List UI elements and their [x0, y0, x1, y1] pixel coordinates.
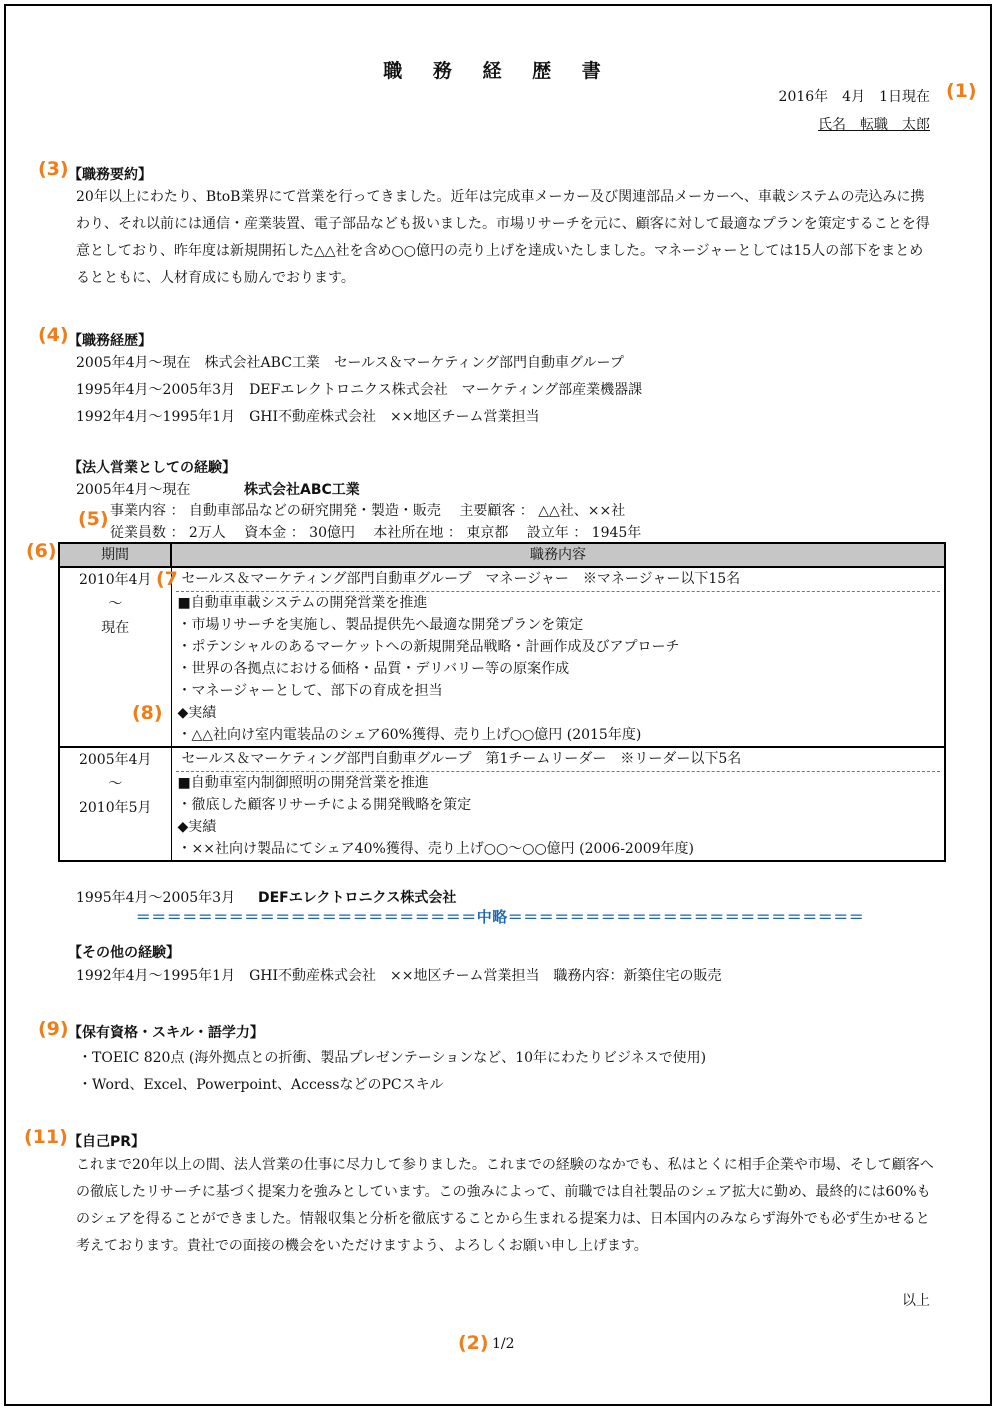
table-header-row	[59, 543, 945, 567]
duty-cell	[171, 747, 945, 861]
duty-cell	[171, 567, 945, 747]
list-item: ・市場リサーチを実施し、製品提供先へ最適な開発プランを策定	[177, 617, 584, 633]
duty-role: セールス＆マーケティング部門自動車グループ 第1チームリーダー ※リーダー以下5名	[176, 748, 941, 772]
other-heading: 【その他の経験】	[68, 945, 180, 961]
marker-7: (7	[156, 568, 178, 590]
list-item: ◆実績	[177, 819, 217, 835]
duty-details	[176, 772, 941, 860]
company-info-business: 事業内容 ： 自動車部品などの研究開発・製造・販売 主要顧客 ： △△社、××社	[110, 503, 626, 519]
document-title: 職 務 経 歴 書	[383, 60, 613, 82]
corporate-heading: 【法人営業としての経験】	[68, 460, 236, 476]
column-header-duty: 職務内容	[171, 543, 945, 567]
list-item: ・マネージャーとして、部下の育成を担当	[177, 683, 443, 699]
history-line: 2005年4月～現在 株式会社ABC工業 セールス＆マーケティング部門自動車グループ	[76, 355, 624, 371]
list-item: ・Word、Excel、Powerpoint、AccessなどのPCスキル	[78, 1077, 444, 1093]
def-company-period: 1995年4月～2005年3月	[76, 890, 236, 906]
column-header-period: 期間	[59, 543, 171, 567]
list-item: ■自動車車載システムの開発営業を推進	[177, 595, 428, 611]
list-item: ・ポテンシャルのあるマーケットへの新規開発品戦略・計画作成及びアプローチ	[177, 639, 680, 655]
marker-4: (4)	[38, 324, 69, 346]
marker-6: (6)	[26, 540, 57, 562]
period-end: 2010年5月	[78, 800, 152, 816]
closing-text: 以上	[902, 1293, 930, 1309]
period-start: 2005年4月	[78, 752, 152, 768]
document-date: 2016年 4月 1日現在	[778, 89, 930, 105]
table-row	[59, 567, 945, 747]
table-row	[59, 747, 945, 861]
pr-text: これまで20年以上の間、法人営業の仕事に尽力して参りました。これまでの経験のなかでも、私はとくに相手企業や市場、そして顧客への徹底したリサーチに基づく提案力を強みとしています。この強みによって、前職では自社製品のシェア拡大に勤め、最終的には60%ものシェアを得ることができました。情報収集と分析を徹底することから生まれる提案力は、日本国内のみならず海外でも必ず生かせると考えております。貴社での面接の機会をいただけますよう、よろしくお願い申し上げます。	[76, 1157, 934, 1254]
list-item: ・TOEIC 820点 (海外拠点との折衝、製品プレゼンテーションなど、10年にわたりビジネスで使用)	[78, 1050, 707, 1066]
other-line: 1992年4月～1995年1月 GHI不動産株式会社 ××地区チーム営業担当 職務内容：新築住宅の販売	[76, 968, 722, 984]
company-info-profile: 従業員数 ： 2万人 資本金 ： 30億円 本社所在地 ： 東京都 設立年 ： 1945年	[110, 525, 642, 541]
list-item: ■自動車室内制御照明の開発営業を推進	[177, 775, 429, 791]
list-item: ・世界の各拠点における価格・品質・デリバリー等の原案作成	[177, 661, 570, 677]
list-item: ・××社向け製品にてシェア40%獲得、売り上げ○○～○○億円 (2006-2009年度)	[177, 841, 695, 857]
page-number: 1/2	[492, 1336, 515, 1352]
abbreviation-divider: ＝＝＝＝＝＝＝＝＝＝＝＝＝＝＝＝＝＝＝＝＝＝中略＝＝＝＝＝＝＝＝＝＝＝＝＝＝＝＝＝＝＝＝＝＝＝	[135, 908, 865, 926]
marker-1: (1)	[946, 80, 977, 102]
period-cell	[59, 747, 171, 861]
company-period: 2005年4月～現在	[76, 482, 191, 498]
period-separator: ～	[108, 776, 123, 792]
period-separator: ～	[108, 596, 123, 612]
company-name: 株式会社ABC工業	[244, 482, 360, 498]
career-table	[58, 542, 946, 862]
history-line: 1995年4月～2005年3月 DEFエレクトロニクス株式会社 マーケティング部産業機器課	[76, 382, 643, 398]
def-company-name: DEFエレクトロニクス株式会社	[258, 890, 457, 906]
list-item: ・△△社向け室内電装品のシェア60%獲得、売り上げ○○億円 (2015年度)	[177, 727, 642, 743]
pr-heading: 【自己PR】	[68, 1134, 146, 1150]
resume-page	[4, 4, 992, 1406]
marker-2: (2)	[458, 1332, 489, 1354]
period-end: 現在	[101, 620, 130, 636]
period-start: 2010年4月	[78, 572, 152, 588]
duty-details	[176, 592, 941, 746]
marker-3: (3)	[38, 158, 69, 180]
summary-text: 20年以上にわたり、BtoB業界にて営業を行ってきました。近年は完成車メーカー及び関連部品メーカーへ、車載システムの売込みに携わり、それ以前には通信・産業装置、電子部品なども扱いました。市場リサーチを元に、顧客に対して最適なプランを策定することを得意としており、昨年度は新規開拓した△△社を含め○○億円の売り上げを達成いたしました。マネージャーとしては15人の部下をまとめるとともに、人材育成にも励んでおります。	[76, 189, 930, 286]
skills-heading: 【保有資格・スキル・語学力】	[68, 1025, 264, 1041]
history-heading: 【職務経歴】	[68, 333, 152, 349]
marker-5: (5)	[78, 508, 109, 530]
list-item: ◆実績	[177, 705, 217, 721]
applicant-name: 氏名 転職 太郎	[818, 117, 930, 133]
history-line: 1992年4月～1995年1月 GHI不動産株式会社 ××地区チーム営業担当	[76, 409, 540, 425]
marker-8: (8)	[132, 702, 163, 724]
marker-11: (11)	[24, 1126, 68, 1148]
list-item: ・徹底した顧客リサーチによる開発戦略を策定	[177, 797, 472, 813]
marker-9: (9)	[38, 1018, 69, 1040]
duty-role: セールス＆マーケティング部門自動車グループ マネージャー ※マネージャー以下15名	[176, 568, 941, 592]
summary-heading: 【職務要約】	[68, 167, 152, 183]
